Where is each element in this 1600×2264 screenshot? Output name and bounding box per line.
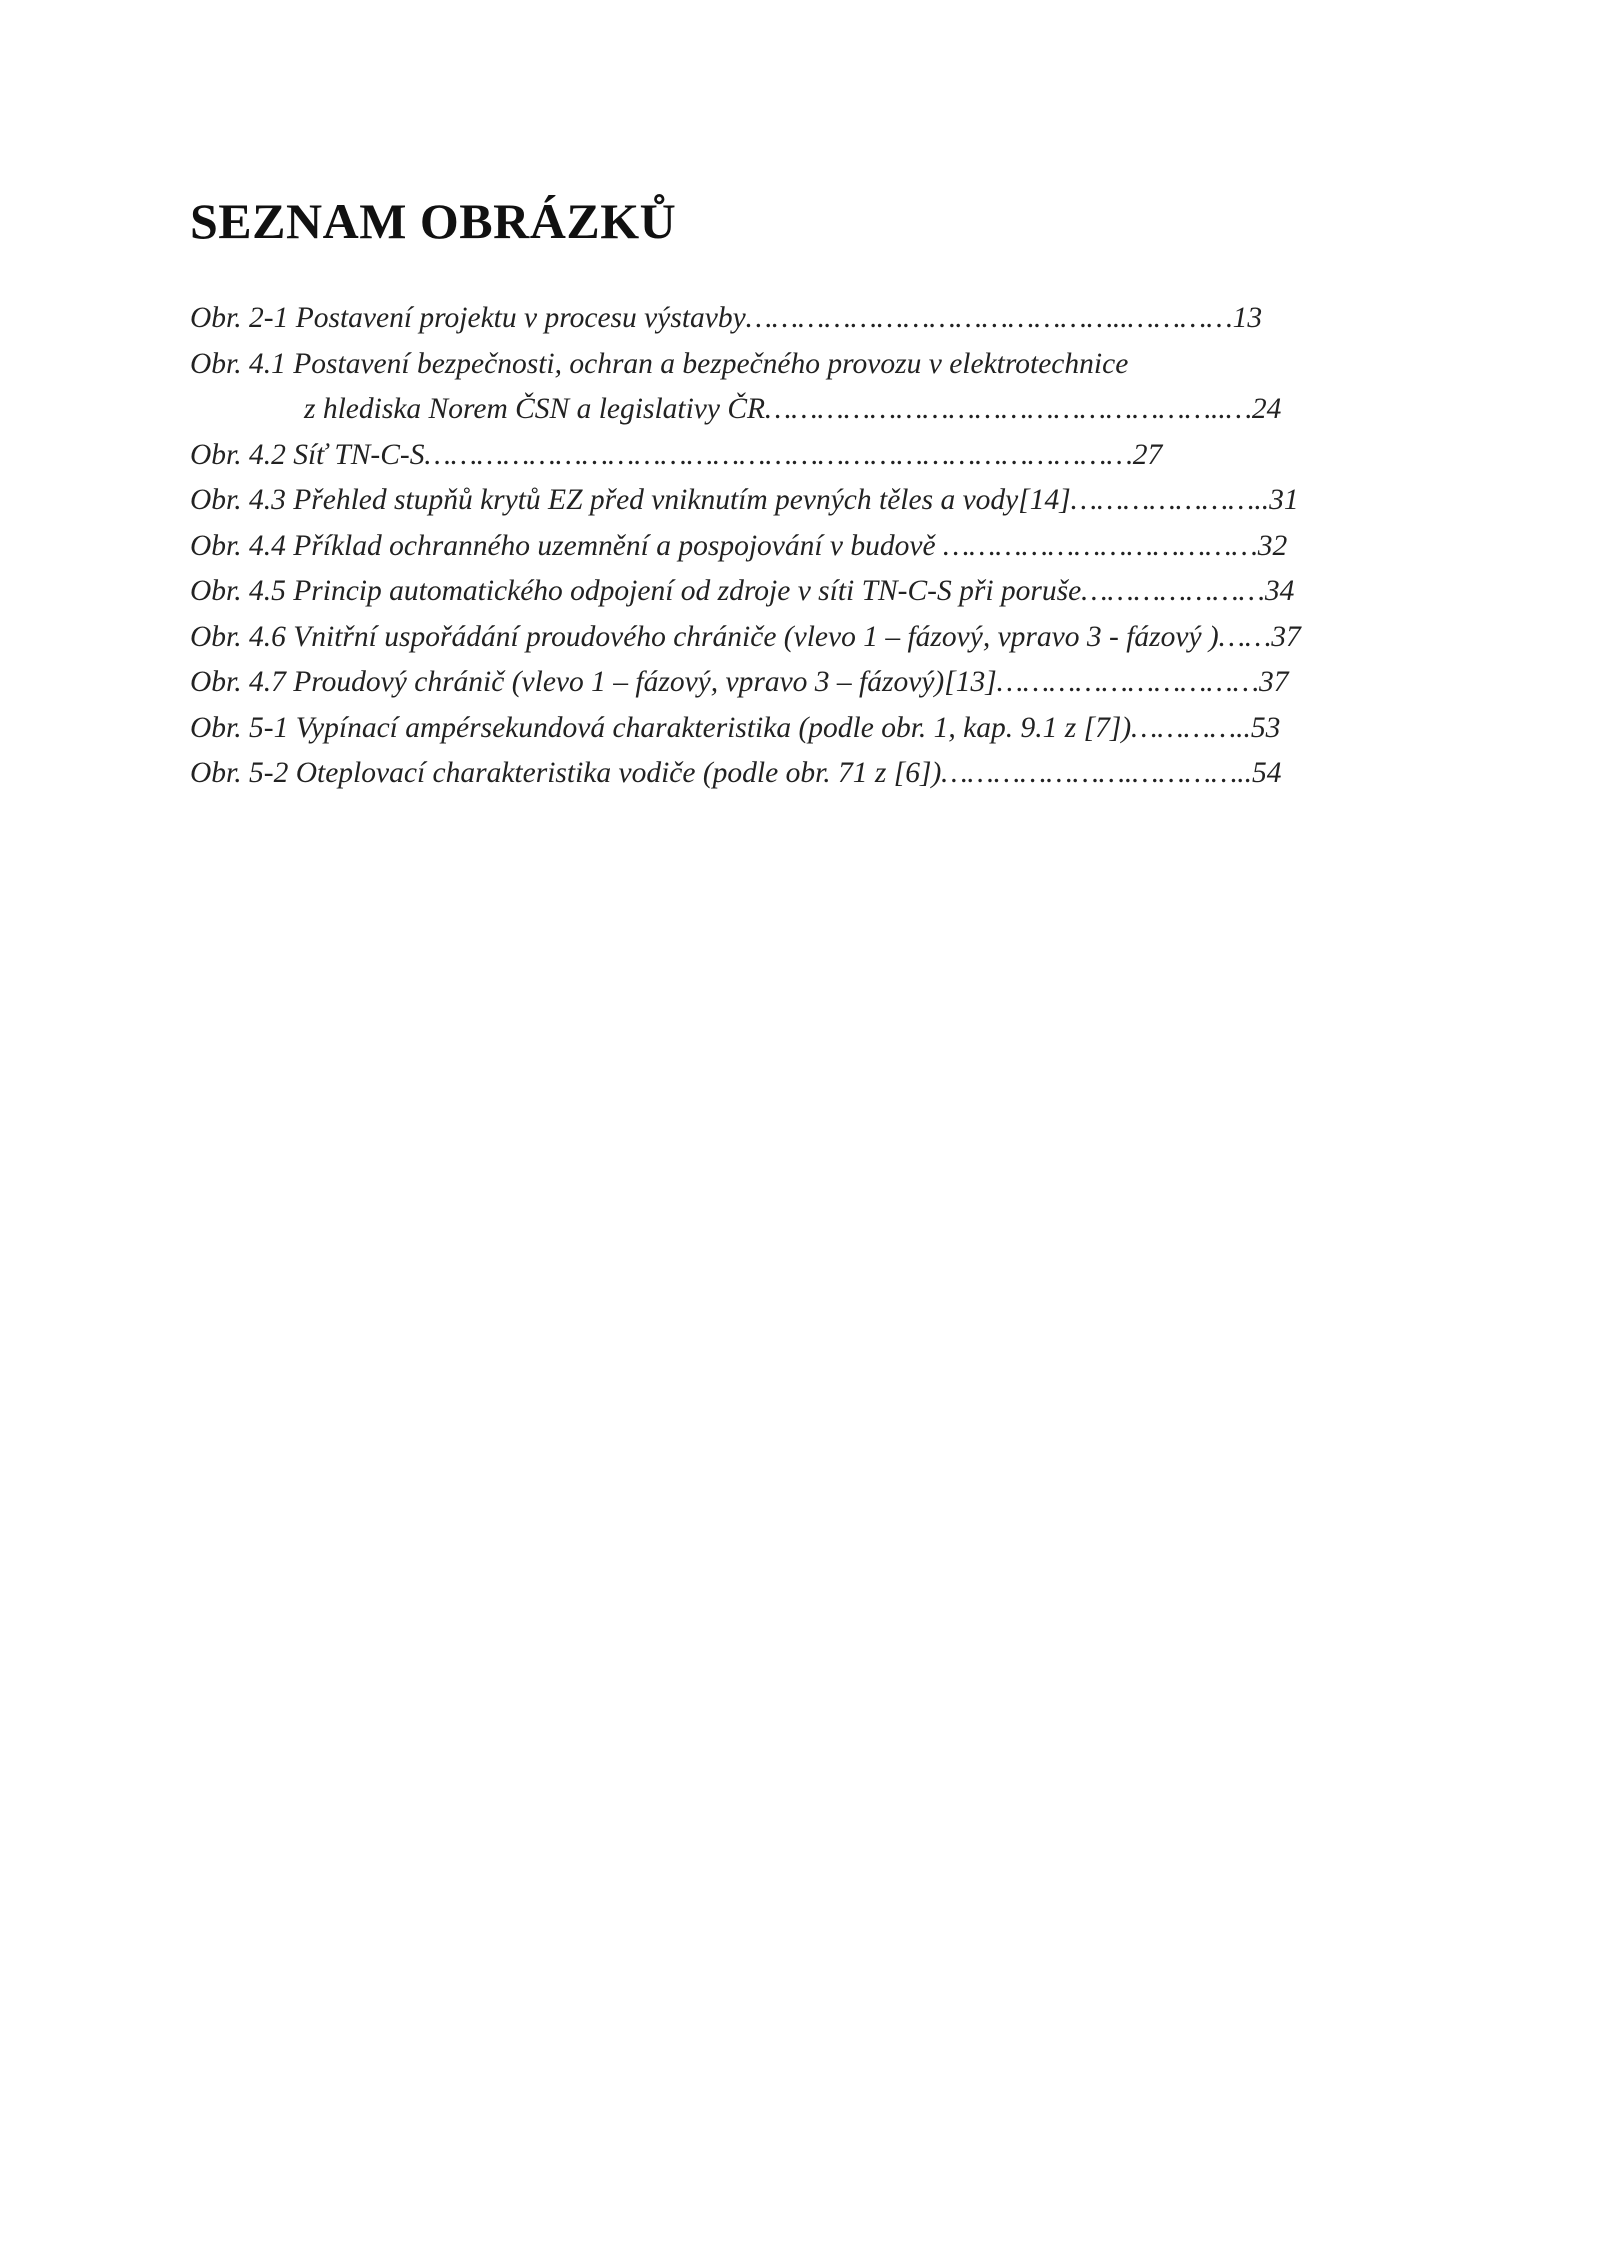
figure-entry-4-4: Obr. 4.4 Příklad ochranného uzemnění a pospojování v budově ………………………………32 xyxy=(190,529,1288,562)
figure-entry-2-1: Obr. 2-1 Postavení projektu v procesu výstavby……………………………………..…………13 xyxy=(190,302,1263,334)
figure-entry-4-7: Obr. 4.7 Proudový chránič (vlevo 1 – fázový, vpravo 3 – fázový)[13]…………………………37 xyxy=(190,666,1289,698)
figure-list xyxy=(190,296,1450,797)
figure-entry-5-1: Obr. 5-1 Vypínací ampérsekundová charakteristika (podle obr. 1, kap. 9.1 z [7])…………..53 xyxy=(190,711,1281,744)
figure-entry-5-2: Obr. 5-2 Oteplovací charakteristika vodiče (podle obr. 71 z [6])………………….…………..54 xyxy=(190,757,1282,789)
figure-entry-4-3: Obr. 4.3 Přehled stupňů krytů EZ před vniknutím pevných těles a vody[14]…………………..31 xyxy=(190,484,1299,516)
page-title: SEZNAM OBRÁZKŮ xyxy=(190,193,677,249)
figure-entry-4-1: Obr. 4.1 Postavení bezpečnosti, ochran a bezpečného provozu v elektrotechnice xyxy=(190,347,1129,380)
figure-entry-4-5: Obr. 4.5 Princip automatického odpojení od zdroje v síti TN-C-S při poruše…………………34 xyxy=(190,575,1295,607)
figure-entry-4-1-continuation: z hlediska Norem ČSN a legislativy ČR……………………………………………..…24 xyxy=(304,393,1282,425)
figure-entry-4-2: Obr. 4.2 Síť TN-C-S………………………………………………………………………27 xyxy=(190,438,1163,471)
figure-entry-4-6: Obr. 4.6 Vnitřní uspořádání proudového chrániče (vlevo 1 – fázový, vpravo 3 - fázový )……37 xyxy=(190,620,1301,653)
